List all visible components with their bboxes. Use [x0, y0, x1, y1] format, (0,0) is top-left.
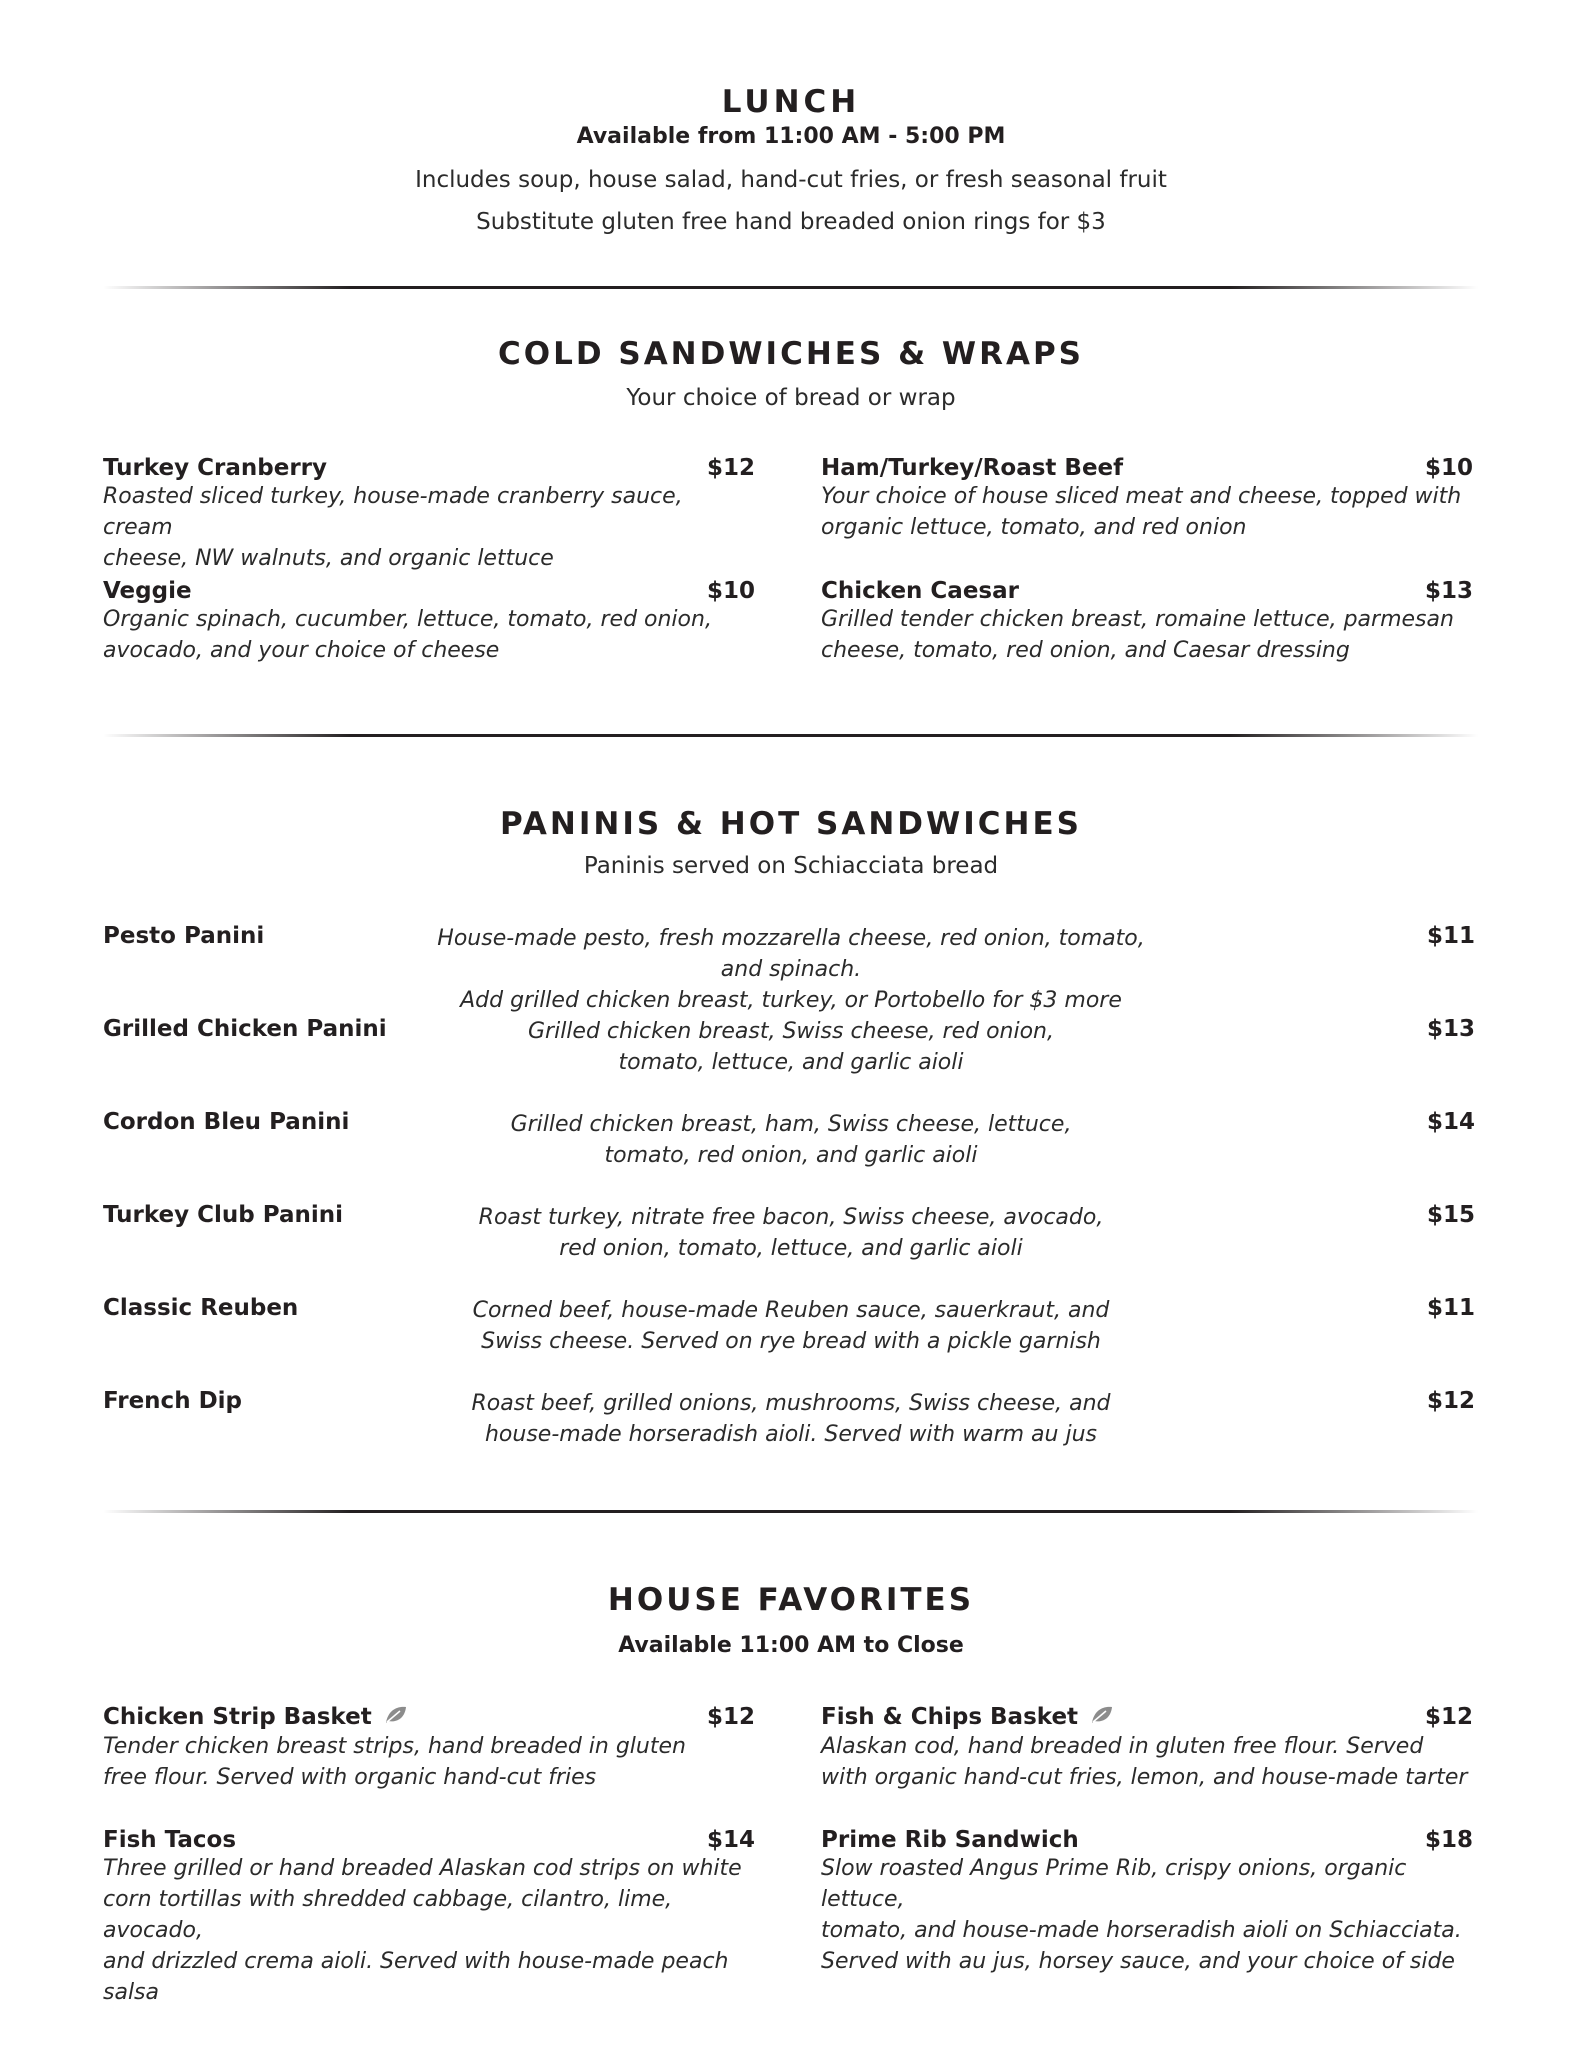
menu-item-prime-rib-sandwich: [821, 1827, 1473, 1977]
lunch-hours: Available from 11:00 AM - 5:00 PM: [576, 124, 1006, 149]
item-desc-line: Swiss cheese. Served on rye bread with a pickle garnish: [481, 1329, 1101, 1354]
item-desc-line: cheese, NW walnuts, and organic lettuce: [103, 546, 554, 571]
menu-item-chicken-caesar: [821, 578, 1473, 666]
menu-item-french-dip: [0, 1388, 1582, 1453]
item-desc-line: Add grilled chicken breast, turkey, or Portobello for $3 more: [460, 988, 1122, 1013]
item-price: $12: [706, 455, 755, 481]
leaf-icon: [384, 1705, 408, 1731]
menu-item-veggie: [103, 578, 755, 666]
section-divider: [103, 734, 1478, 737]
item-desc-line: Tender chicken breast strips, hand breaded in gluten: [103, 1733, 686, 1759]
item-name: Classic Reuben: [103, 1295, 299, 1321]
item-desc-line: Alaskan cod, hand breaded in gluten free flour. Served: [821, 1733, 1424, 1759]
item-desc-line: Roasted sliced turkey, house-made cranberry sauce, cream: [103, 484, 683, 540]
menu-item-fish-tacos: [103, 1827, 755, 2008]
favorites-section-title: HOUSE FAVORITES: [607, 1582, 975, 1618]
section-divider: [103, 286, 1478, 289]
item-description: [431, 1016, 1151, 1078]
item-desc-line: House-made pesto, fresh mozzarella cheese, red onion, tomato, and spinach.: [437, 926, 1145, 982]
item-desc-line: Roast beef, grilled onions, mushrooms, Swiss cheese, and: [471, 1391, 1111, 1416]
item-price: $12: [1426, 1388, 1475, 1414]
item-name: Turkey Club Panini: [103, 1202, 344, 1228]
menu-item-chicken-strip-basket: [103, 1704, 755, 1793]
item-name: Chicken Strip Basket: [103, 1704, 372, 1730]
menu-item-cordon-bleu-panini: [0, 1109, 1582, 1174]
item-desc-line: red onion, tomato, lettuce, and garlic aioli: [559, 1236, 1023, 1261]
item-price: $13: [1426, 1016, 1475, 1042]
item-name: Fish Tacos: [103, 1827, 237, 1853]
item-price: $13: [1424, 578, 1473, 604]
item-desc-line: Grilled chicken breast, Swiss cheese, red onion,: [527, 1019, 1054, 1044]
item-desc-line: and drizzled crema aioli. Served with house-made peach salsa: [103, 1949, 729, 2005]
lunch-note-sides: Includes soup, house salad, hand-cut fries, or fresh seasonal fruit: [415, 167, 1167, 193]
item-name: Ham/Turkey/Roast Beef: [821, 455, 1124, 481]
favorites-section-subtitle: Available 11:00 AM to Close: [618, 1633, 964, 1658]
item-price: $14: [706, 1827, 755, 1853]
item-name: French Dip: [103, 1388, 243, 1414]
item-price: $18: [1424, 1827, 1473, 1853]
item-description: [431, 1388, 1151, 1450]
section-divider: [103, 1510, 1478, 1513]
item-name: Pesto Panini: [103, 923, 265, 949]
item-desc-line: cheese, tomato, red onion, and Caesar dressing: [821, 638, 1350, 663]
item-description: [426, 923, 1156, 1016]
item-name: Chicken Caesar: [821, 578, 1019, 604]
item-desc-line: Three grilled or hand breaded Alaskan cod strips on white: [103, 1856, 742, 1881]
item-desc-line: corn tortillas with shredded cabbage, cilantro, lime, avocado,: [103, 1887, 673, 1943]
item-desc-line: Served with au jus, horsey sauce, and your choice of side: [821, 1949, 1455, 1974]
item-desc-line: Grilled chicken breast, ham, Swiss cheese, lettuce,: [510, 1112, 1072, 1137]
item-description: [431, 1109, 1151, 1171]
item-desc-line: tomato, lettuce, and garlic aioli: [618, 1050, 964, 1075]
item-desc-line: Grilled tender chicken breast, romaine lettuce, parmesan: [821, 607, 1454, 632]
cold-section-subtitle: Your choice of bread or wrap: [626, 385, 956, 411]
menu-item-turkey-cranberry: [103, 455, 755, 574]
item-name-row: [103, 1704, 755, 1731]
item-desc-line: house-made horseradish aioli. Served with warm au jus: [484, 1422, 1097, 1447]
item-desc-line: free flour. Served with organic hand-cut fries: [103, 1764, 597, 1790]
item-description: [431, 1202, 1151, 1264]
item-price: $14: [1426, 1109, 1475, 1135]
paninis-section-title: PANINIS & HOT SANDWICHES: [500, 806, 1082, 842]
cold-section-title: COLD SANDWICHES & WRAPS: [497, 336, 1085, 372]
item-price: $10: [706, 578, 755, 604]
item-desc-line: Corned beef, house-made Reuben sauce, sauerkraut, and: [472, 1298, 1110, 1323]
item-name: Fish & Chips Basket: [821, 1704, 1079, 1730]
item-desc-line: tomato, red onion, and garlic aioli: [604, 1143, 978, 1168]
item-price: $12: [706, 1704, 755, 1730]
item-name: Cordon Bleu Panini: [103, 1109, 350, 1135]
item-desc-line: Slow roasted Angus Prime Rib, crispy onions, organic lettuce,: [821, 1856, 1407, 1912]
item-desc-line: Organic spinach, cucumber, lettuce, tomato, red onion,: [103, 607, 712, 632]
item-price: $11: [1426, 1295, 1475, 1321]
item-name: Veggie: [103, 578, 192, 604]
item-desc-line: Roast turkey, nitrate free bacon, Swiss cheese, avocado,: [478, 1205, 1104, 1230]
item-name: Turkey Cranberry: [103, 455, 328, 481]
menu-item-grilled-chicken-panini: [0, 1016, 1582, 1081]
menu-item-ham-turkey-roast-beef: [821, 455, 1473, 543]
item-price: $12: [1424, 1704, 1473, 1730]
item-description: [431, 1295, 1151, 1357]
paninis-section-subtitle: Paninis served on Schiacciata bread: [583, 853, 999, 879]
item-name: Prime Rib Sandwich: [821, 1827, 1079, 1853]
item-desc-line: avocado, and your choice of cheese: [103, 638, 500, 663]
item-desc-line: with organic hand-cut fries, lemon, and house-made tarter: [821, 1764, 1468, 1790]
menu-item-pesto-panini: [0, 923, 1582, 1013]
item-name: Grilled Chicken Panini: [103, 1016, 387, 1042]
menu-item-classic-reuben: [0, 1295, 1582, 1360]
menu-item-turkey-club-panini: [0, 1202, 1582, 1267]
item-desc-line: Your choice of house sliced meat and cheese, topped with: [821, 484, 1462, 509]
item-price: $15: [1426, 1202, 1475, 1228]
leaf-icon: [1090, 1705, 1114, 1731]
menu-item-fish-chips-basket: [821, 1704, 1473, 1793]
item-desc-line: tomato, and house-made horseradish aioli on Schiacciata.: [821, 1918, 1462, 1943]
lunch-note-onion-rings: Substitute gluten free hand breaded onion rings for $3: [476, 209, 1106, 235]
item-name-row: [821, 1704, 1473, 1731]
item-desc-line: organic lettuce, tomato, and red onion: [821, 515, 1247, 540]
lunch-title: LUNCH: [721, 84, 861, 120]
item-price: $11: [1426, 923, 1475, 949]
item-price: $10: [1424, 455, 1473, 481]
